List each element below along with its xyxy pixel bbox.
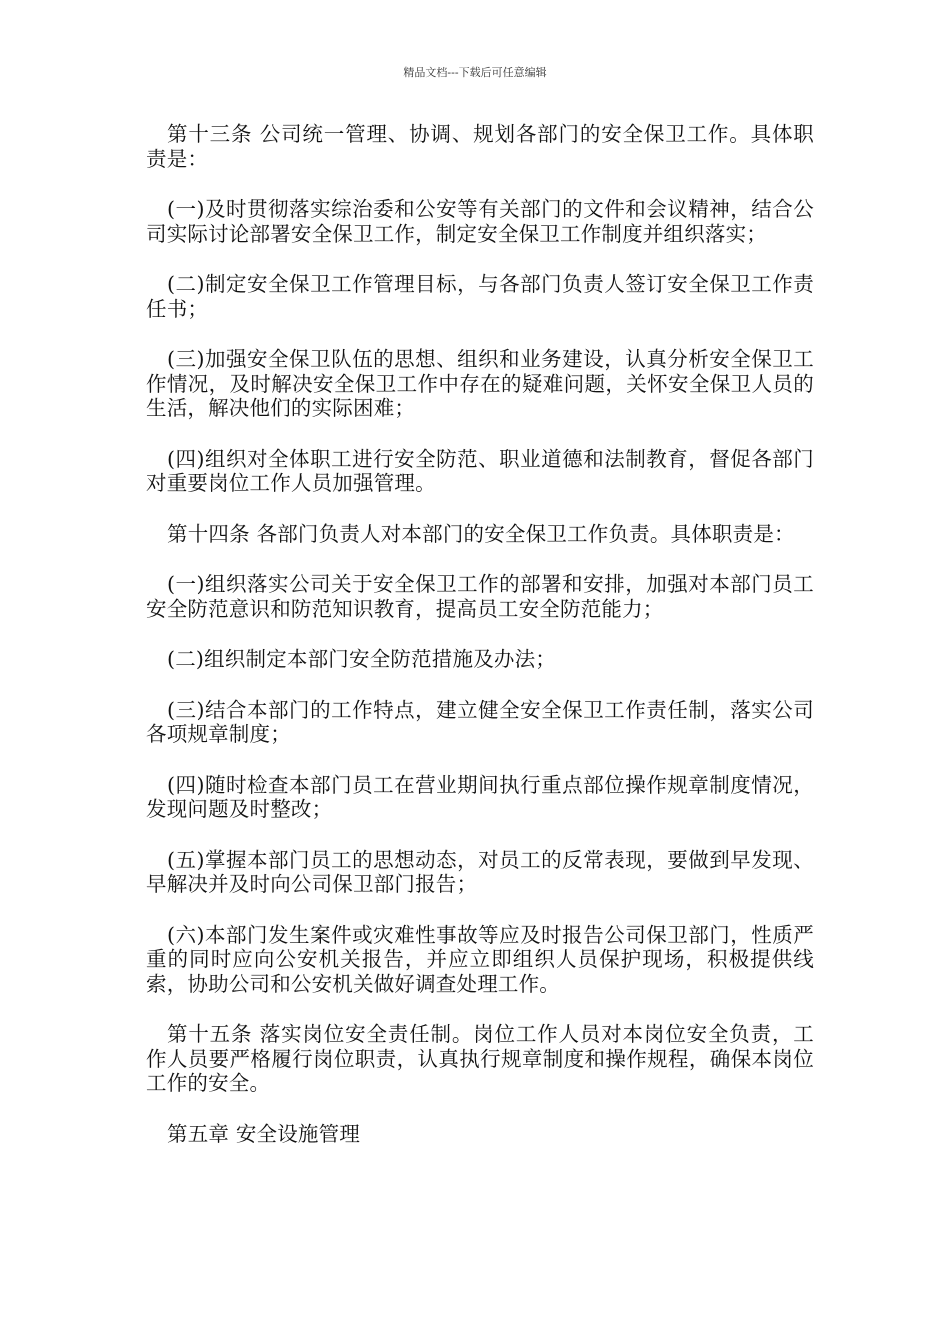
article-13-item-1: (一)及时贯彻落实综治委和公安等有关部门的文件和会议精神，结合公司实际讨论部署安全保卫工作，制定安全保卫工作制度并组织落实； xyxy=(146,197,814,246)
article-14-item-3: (三)结合本部门的工作特点，建立健全安全保卫工作责任制，落实公司各项规章制度； xyxy=(146,697,814,746)
chapter-5-heading: 第五章 安全设施管理 xyxy=(167,1121,361,1146)
article-13-item-4: (四)组织对全体职工进行安全防范、职业道德和法制教育，督促各部门对重要岗位工作人员加强管理。 xyxy=(146,446,814,495)
article-13-item-3: (三)加强安全保卫队伍的思想、组织和业务建设，认真分析安全保卫工作情况，及时解决安全保卫工作中存在的疑难问题，关怀安全保卫人员的生活，解决他们的实际困难； xyxy=(146,347,814,420)
article-13-item-2: (二)制定安全保卫工作管理目标，与各部门负责人签订安全保卫工作责任书； xyxy=(146,272,814,321)
article-14-item-2: (二)组织制定本部门安全防范措施及办法； xyxy=(167,647,556,671)
document-body xyxy=(146,122,814,1172)
article-14-item-4: (四)随时检查本部门员工在营业期间执行重点部位操作规章制度情况，发现问题及时整改； xyxy=(146,772,814,821)
article-13: 第十三条 公司统一管理、协调、规划各部门的安全保卫工作。具体职责是： xyxy=(146,122,814,171)
article-14-item-1: (一)组织落实公司关于安全保卫工作的部署和安排，加强对本部门员工安全防范意识和防范知识教育，提高员工安全防范能力； xyxy=(146,572,814,621)
article-15: 第十五条 落实岗位安全责任制。岗位工作人员对本岗位安全负责，工作人员要严格履行岗位职责，认真执行规章制度和操作规程，确保本岗位工作的安全。 xyxy=(146,1022,814,1095)
article-14: 第十四条 各部门负责人对本部门的安全保卫工作负责。具体职责是： xyxy=(167,521,795,546)
article-14-item-6: (六)本部门发生案件或灾难性事故等应及时报告公司保卫部门，性质严重的同时应向公安机关报告，并应立即组织人员保护现场，积极提供线索，协助公司和公安机关做好调查处理工作。 xyxy=(146,922,814,996)
page-header: 精品文档---下载后可任意编辑 xyxy=(403,66,547,79)
article-14-item-5: (五)掌握本部门员工的思想动态，对员工的反常表现，要做到早发现、早解决并及时向公司保卫部门报告； xyxy=(146,847,814,896)
